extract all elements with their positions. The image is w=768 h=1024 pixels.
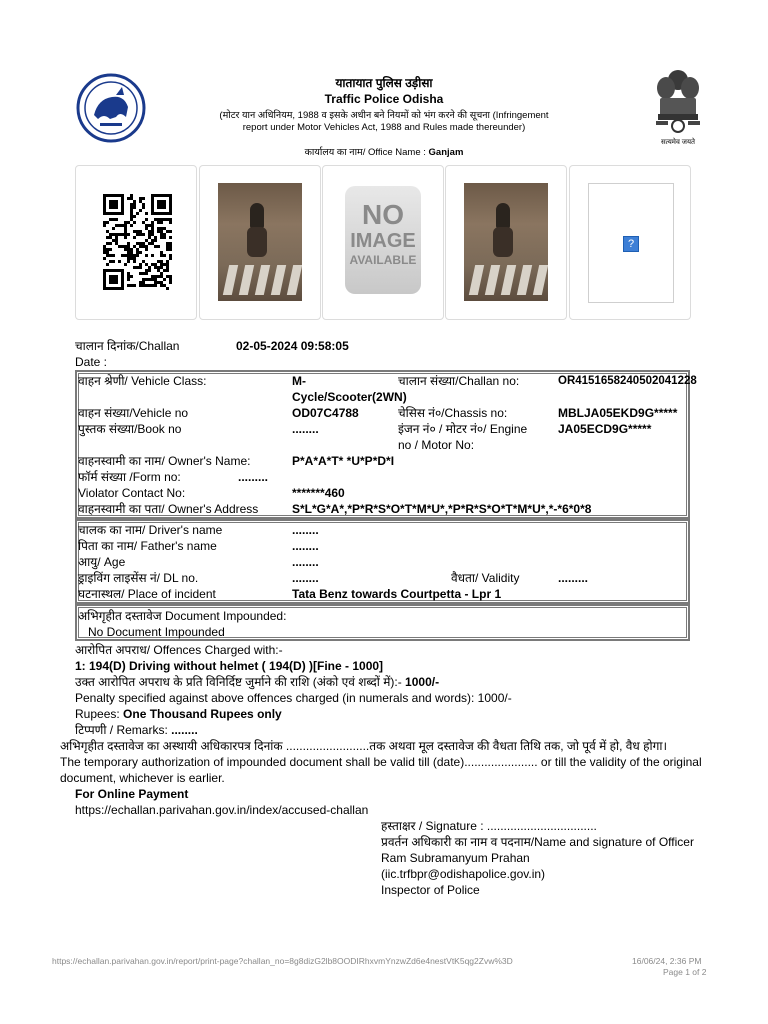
rupees-label: Rupees: bbox=[75, 707, 120, 721]
challan-no-label: चालान संख्या/Challan no: bbox=[398, 374, 520, 388]
subtitle-line1: (मोटर यान अधिनियम, 1988 व इसके अधीन बने नियमों को भंग करने की सूचना (Infringement bbox=[219, 110, 549, 121]
qr-code bbox=[103, 194, 173, 290]
office-value: Ganjam bbox=[428, 147, 464, 158]
footer-url[interactable]: https://echallan.parivahan.gov.in/report/print-page?challan_no=8g8dizG2lb8OODIRhxvmYnzwZd6e4nestVtK5qg2Zvw%3D bbox=[52, 956, 513, 966]
challan-date-value: 02-05-2024 09:58:05 bbox=[236, 339, 349, 353]
officer-rank: Inspector of Police bbox=[381, 883, 480, 897]
evidence-photo-1 bbox=[199, 165, 321, 320]
officer-name: Ram Subramanyum Prahan bbox=[381, 851, 530, 865]
penalty-english: Penalty specified against above offences charged (in numerals and words): 1000/- bbox=[75, 691, 512, 705]
owner-name-value: P*A*A*T* *U*P*D*I bbox=[292, 454, 395, 468]
officer-label: प्रवर्तन अधिकारी का नाम व पदनाम/Name and signature of Officer bbox=[381, 835, 694, 849]
subtitle-line2: report under Motor Vehicles Act, 1988 and Rules made thereunder) bbox=[242, 122, 526, 133]
office-name bbox=[0, 145, 768, 158]
dl-value: ........ bbox=[292, 571, 319, 585]
no-image-text-2: IMAGE bbox=[350, 230, 416, 252]
engine-label-1: इंजन नं० / मोटर नं०/ Engine bbox=[398, 422, 528, 436]
penalty-hindi-label: उक्त आरोपित अपराध के प्रति विनिर्दिष्ट जुर्माने की राशि (अंको एवं शब्दों में):- bbox=[75, 675, 402, 689]
footer-datetime: 16/06/24, 2:36 PM bbox=[632, 956, 702, 966]
penalty-hindi-value: 1000/- bbox=[405, 675, 440, 689]
impound-label: अभिगृहीत दस्तावेज Document Impounded: bbox=[78, 609, 287, 623]
penalty-hindi bbox=[75, 674, 439, 690]
address-value: S*L*G*A*,*P*R*S*O*T*M*U*,*P*R*S*O*T*M*U*,*-*6*0*8 bbox=[292, 502, 592, 516]
payment-heading: For Online Payment bbox=[75, 787, 189, 801]
dl-label: ड्राइविंग लाइसेंस नं/ DL no. bbox=[78, 571, 199, 585]
no-image-text-1: NO bbox=[362, 199, 404, 230]
payment-link[interactable]: https://echallan.parivahan.gov.in/index/accused-challan bbox=[75, 803, 369, 817]
offences-label: आरोपित अपराध/ Offences Charged with:- bbox=[75, 643, 283, 657]
contact-value: *******460 bbox=[292, 486, 345, 500]
no-image-box bbox=[322, 165, 444, 320]
temp-auth-english-1: The temporary authorization of impounded document shall be valid till (date)...................... or till the validity of the original bbox=[60, 755, 702, 769]
impound-value: No Document Impounded bbox=[88, 625, 225, 639]
driver-name-label: चालक का नाम/ Driver's name bbox=[78, 523, 223, 537]
remarks-value: ........ bbox=[171, 723, 198, 737]
office-label: कार्यालय का नाम/ Office Name : bbox=[304, 147, 426, 158]
owner-name-label: वाहनस्वामी का नाम/ Owner's Name: bbox=[78, 454, 251, 468]
challan-date-label-1: चालान दिनांक/Challan bbox=[75, 339, 180, 353]
age-label: आयु/ Age bbox=[78, 555, 126, 569]
validity-label: वैधता/ Validity bbox=[451, 571, 520, 585]
rupees-line bbox=[75, 706, 282, 722]
engine-value: JA05ECD9G***** bbox=[558, 422, 652, 436]
driver-name-value: ........ bbox=[292, 523, 319, 537]
form-no-label: फॉर्म संख्या /Form no: bbox=[78, 470, 181, 484]
title-english: Traffic Police Odisha bbox=[324, 92, 444, 106]
officer-email: (iic.trfbpr@odishapolice.gov.in) bbox=[381, 867, 546, 881]
no-image-text-3: AVAILABLE bbox=[349, 253, 417, 267]
engine-label-2: no / Motor No: bbox=[398, 438, 475, 452]
vehicle-class-label: वाहन श्रेणी/ Vehicle Class: bbox=[78, 374, 207, 388]
broken-image-box bbox=[569, 165, 691, 320]
book-no-label: पुस्तक संख्या/Book no bbox=[78, 422, 182, 436]
vehicle-no-value: OD07C4788 bbox=[292, 406, 359, 420]
book-no-value: ........ bbox=[292, 422, 319, 436]
footer-page: Page 1 of 2 bbox=[663, 967, 707, 977]
remarks-line bbox=[75, 722, 198, 738]
temp-auth-english-2: document, whichever is earlier. bbox=[60, 771, 225, 785]
address-label: वाहनस्वामी का पता/ Owner's Address bbox=[78, 502, 259, 516]
challan-date-label-2: Date : bbox=[75, 355, 108, 369]
chassis-label: चेसिस नं०/Chassis no: bbox=[398, 406, 508, 420]
father-name-label: पिता का नाम/ Father's name bbox=[78, 539, 217, 553]
contact-label: Violator Contact No: bbox=[78, 486, 186, 500]
no-image-placeholder bbox=[345, 186, 421, 294]
emblem-motto: सत्यमेव जयते bbox=[660, 139, 696, 146]
broken-image-icon: ? bbox=[623, 236, 639, 252]
traffic-photo-2 bbox=[464, 183, 548, 301]
rupees-value: One Thousand Rupees only bbox=[123, 707, 282, 721]
validity-value: ......... bbox=[558, 571, 589, 585]
offence-item-1: 1: 194(D) Driving without helmet ( 194(D) )[Fine - 1000] bbox=[75, 659, 384, 673]
remarks-label: टिप्पणी / Remarks: bbox=[75, 723, 168, 737]
father-name-value: ........ bbox=[292, 539, 319, 553]
vehicle-class-value-2: Cycle/Scooter(2WN) bbox=[292, 390, 407, 404]
traffic-photo-1 bbox=[218, 183, 302, 301]
age-value: ........ bbox=[292, 555, 319, 569]
evidence-photo-2 bbox=[445, 165, 567, 320]
title-hindi: यातायात पुलिस उड़ीसा bbox=[335, 76, 433, 90]
temp-auth-hindi: अभिगृहीत दस्तावेज का अस्थायी अधिकारपत्र दिनांक .........................तक अथवा मूल दस्तावेज की वैधता तिथि तक, जो पूर्व में हो, वैध होगा। bbox=[60, 739, 668, 753]
vehicle-no-label: वाहन संख्या/Vehicle no bbox=[78, 406, 189, 420]
vehicle-class-value-1: M- bbox=[292, 374, 306, 388]
challan-no-value: OR415165824050204122​8 bbox=[558, 375, 697, 387]
place-value: Tata Benz towards Courtpetta - Lpr 1 bbox=[292, 587, 502, 601]
place-label: घटनास्थल/ Place of incident bbox=[78, 587, 216, 601]
qr-code-box bbox=[75, 165, 197, 320]
form-no-value: ......... bbox=[238, 470, 269, 484]
chassis-value: MBLJA05EKD9G***** bbox=[558, 406, 678, 420]
signature-label: हस्ताक्षर / Signature : ................................. bbox=[381, 819, 597, 833]
